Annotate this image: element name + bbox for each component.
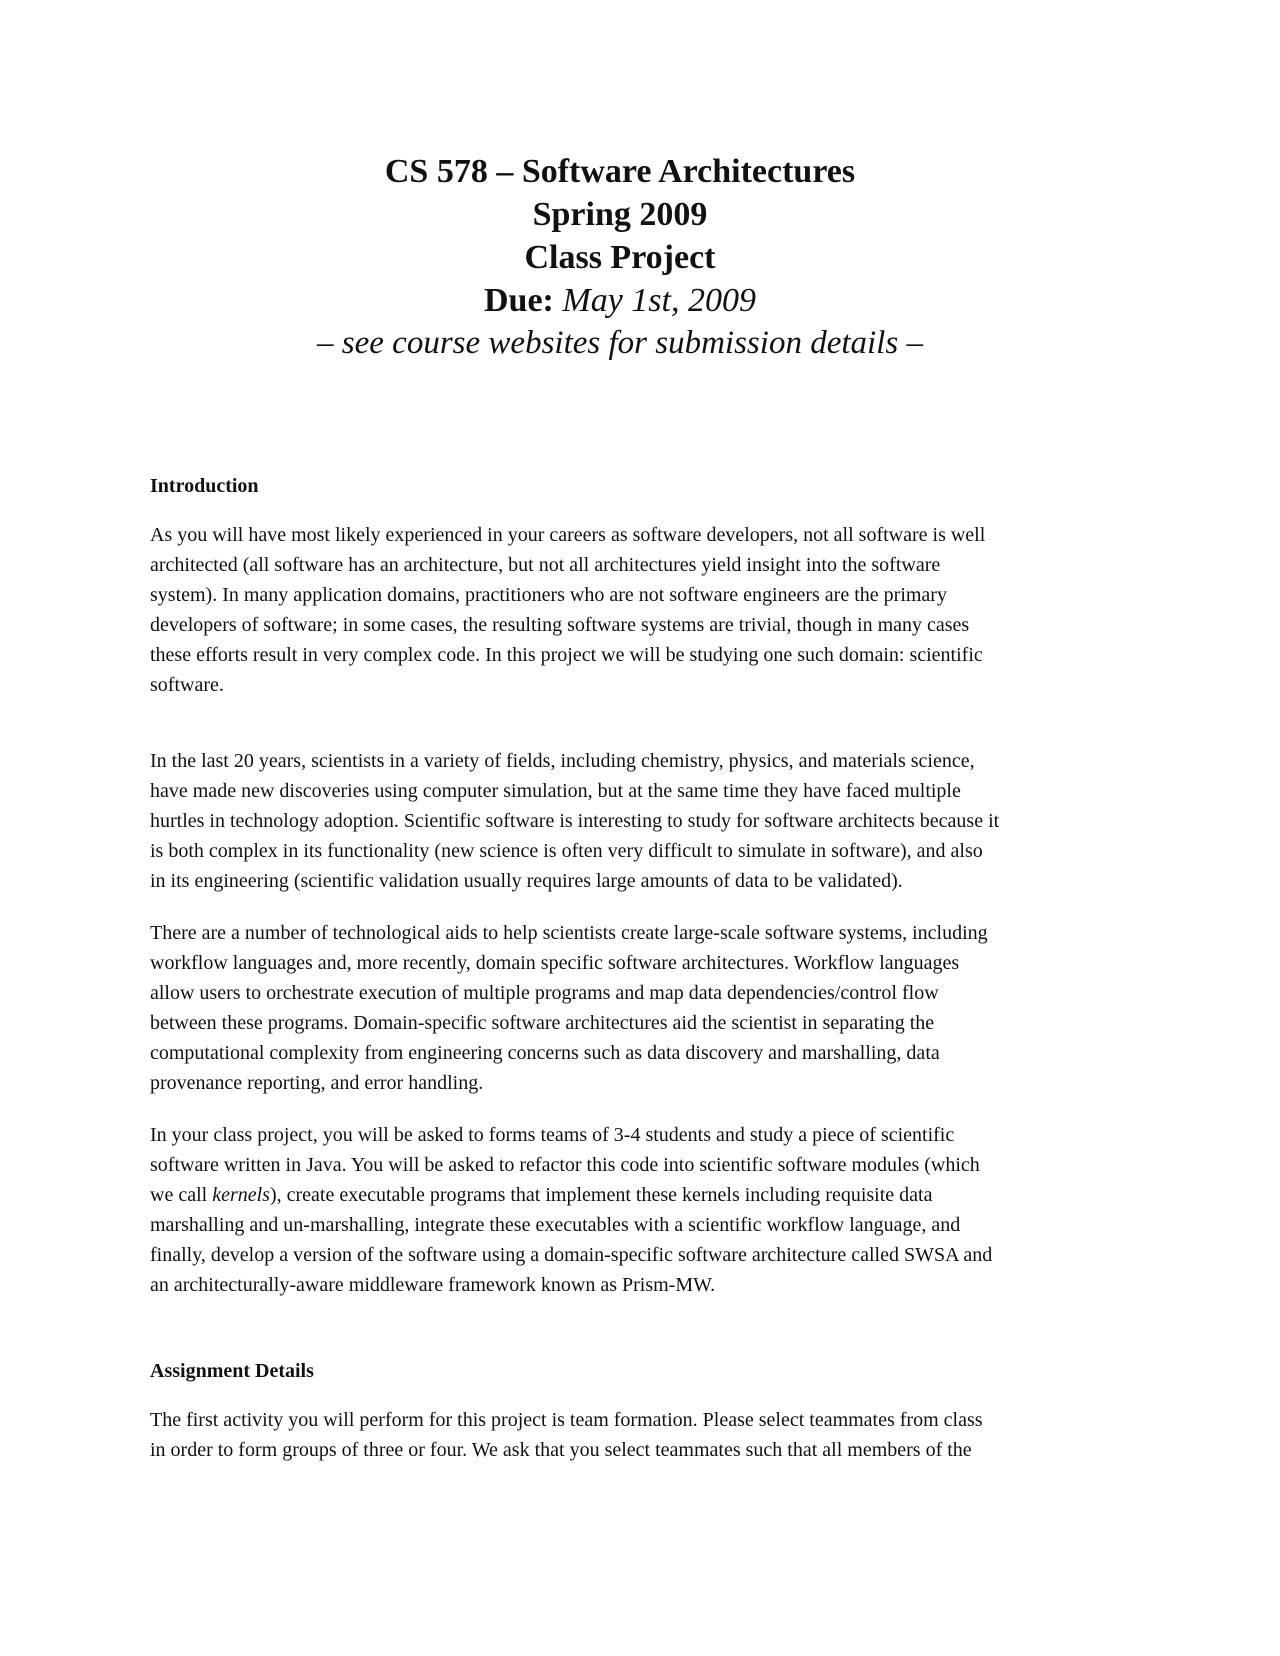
paragraph-line: is both complex in its functionality (new science is often very difficult to simulate in software), and also (150, 840, 983, 862)
paragraph-line: software. (150, 674, 224, 696)
paragraph-line: In your class project, you will be asked to forms teams of 3-4 students and study a piece of scientific (150, 1124, 955, 1146)
paragraph-line: system). In many application domains, practitioners who are not software engineers are the primary (150, 584, 947, 606)
paragraph-line: have made new discoveries using computer simulation, but at the same time they have faced multiple (150, 780, 961, 802)
due-date: May 1st, 2009 (562, 282, 756, 319)
paragraph-line: The first activity you will perform for this project is team formation. Please select teammates from class (150, 1409, 983, 1431)
term: Spring 2009 (532, 196, 708, 233)
paragraph-line: hurtles in technology adoption. Scientific software is interesting to study for software architects because it (150, 810, 1000, 832)
paragraph-line: developers of software; in some cases, the resulting software systems are trivial, though in many cases (150, 614, 970, 636)
paragraph-line: in its engineering (scientific validation usually requires large amounts of data to be validated). (150, 870, 903, 892)
paragraph-line: architected (all software has an architecture, but not all architectures yield insight into the software (150, 554, 941, 576)
paragraph-line: allow users to orchestrate execution of multiple programs and map data dependencies/control flow (150, 982, 939, 1004)
intro-paragraph-4 (150, 1120, 1130, 1300)
paragraph-line: software written in Java. You will be asked to refactor this code into scientific software modules (which (150, 1154, 980, 1176)
paragraph-line: As you will have most likely experienced in your careers as software developers, not all software is well (150, 524, 986, 546)
paragraph-line: workflow languages and, more recently, domain specific software architectures. Workflow languages (150, 952, 960, 974)
text-run: we call (150, 1184, 213, 1206)
intro-paragraph-1 (150, 520, 1130, 700)
intro-paragraph-2 (150, 746, 1130, 896)
paragraph-line: provenance reporting, and error handling. (150, 1072, 484, 1094)
document-type: Class Project (524, 239, 716, 276)
paragraph-line: in order to form groups of three or four. We ask that you select teammates such that all members of the (150, 1439, 972, 1461)
paragraph-line: computational complexity from engineering concerns such as data discovery and marshalling, data (150, 1042, 940, 1064)
text-run: ), create executable programs that implement these kernels including requisite data (269, 1184, 933, 1206)
paragraph-line: an architecturally-aware middleware framework known as Prism-MW. (150, 1274, 716, 1296)
paragraph-line: There are a number of technological aids to help scientists create large-scale software systems, including (150, 922, 988, 944)
intro-paragraph-3 (150, 918, 1130, 1098)
paragraph-line: In the last 20 years, scientists in a variety of fields, including chemistry, physics, and materials science, (150, 750, 975, 772)
assignment-paragraph-1 (150, 1405, 1130, 1465)
paragraph-line: these efforts result in very complex code. In this project we will be studying one such domain: scientific (150, 644, 983, 666)
submission-note: – see course websites for submission details – (317, 325, 923, 361)
due-line (0, 279, 1240, 322)
paragraph-line (150, 1180, 1130, 1210)
kernels-term: kernels (212, 1184, 270, 1206)
paragraph-line: marshalling and un-marshalling, integrate these executables with a scientific workflow language, and (150, 1214, 961, 1236)
assignment-details-heading: Assignment Details (150, 1360, 314, 1382)
paragraph-line: between these programs. Domain-specific software architectures aid the scientist in separating the (150, 1012, 935, 1034)
introduction-heading: Introduction (150, 475, 259, 497)
course-title: CS 578 – Software Architectures (384, 153, 856, 190)
due-label: Due: (484, 282, 554, 319)
paragraph-line: finally, develop a version of the software using a domain-specific software architecture called SWSA and (150, 1244, 993, 1266)
title-block (0, 150, 1240, 365)
